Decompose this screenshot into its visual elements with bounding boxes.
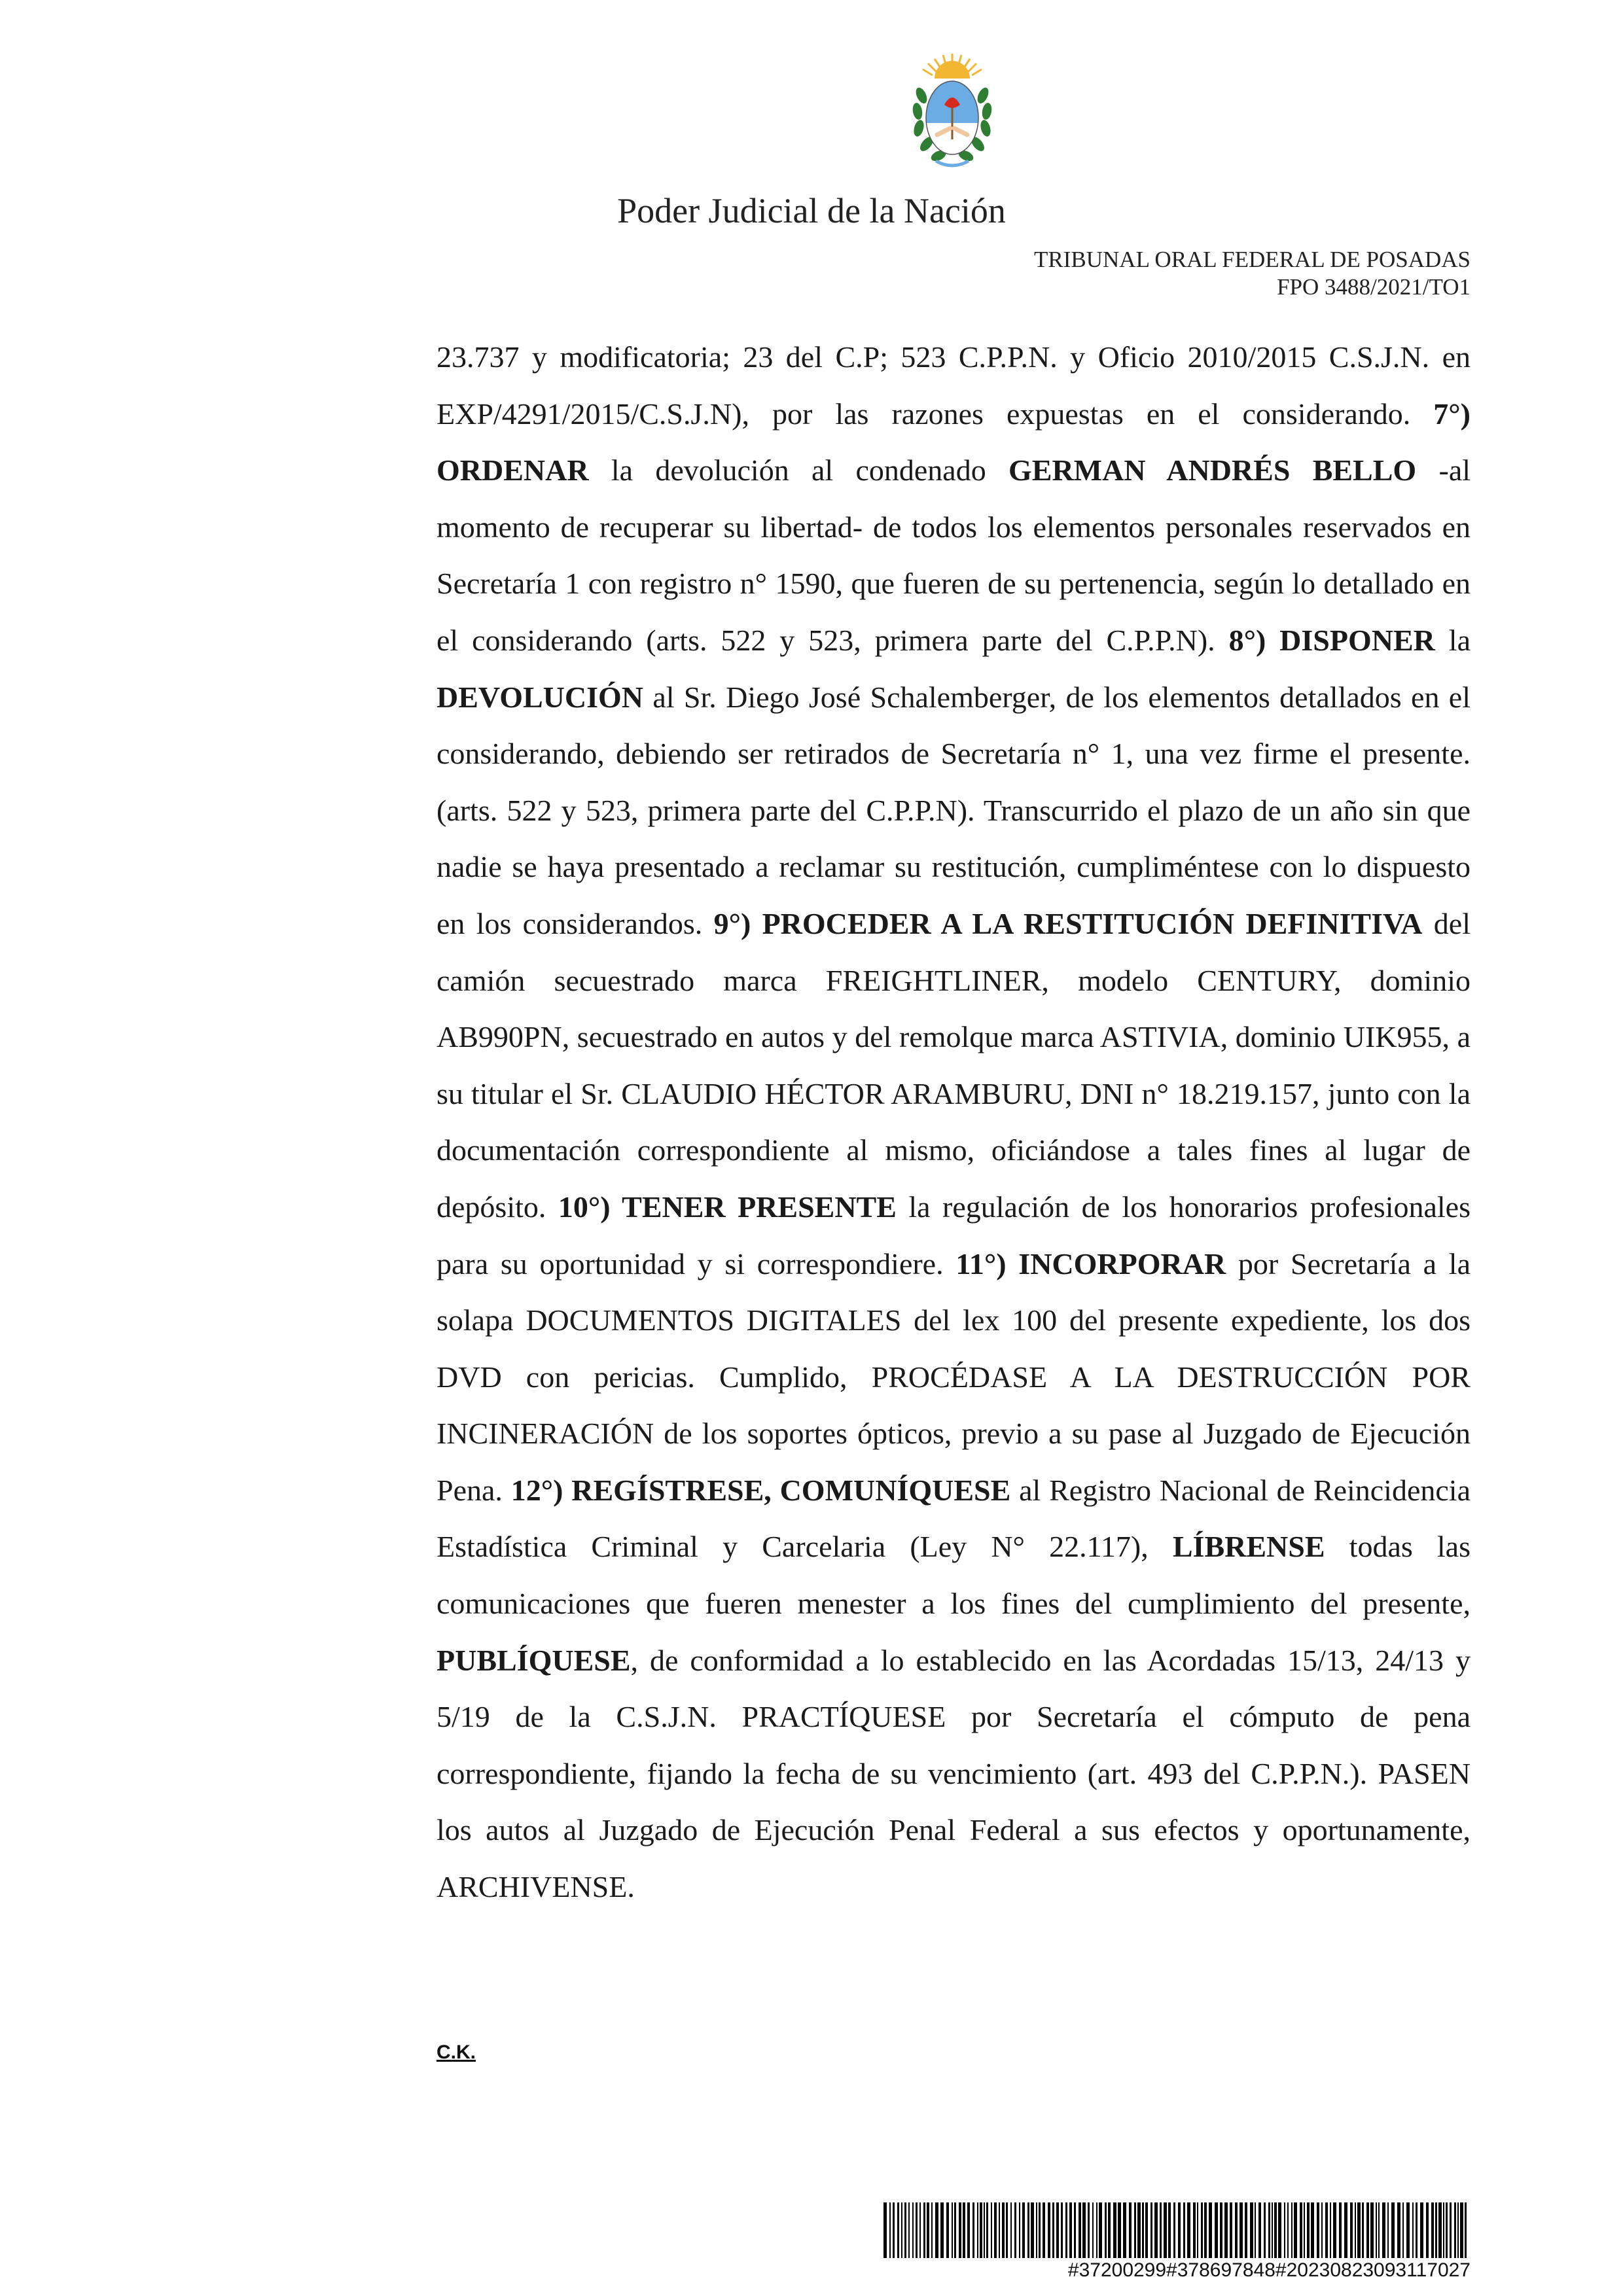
bold-segment: 12°) REGÍSTRESE, COMUNÍQUESE bbox=[510, 1473, 1011, 1507]
text-segment: todas las comunicaciones que fueren menester a los fines del cumplimiento del presente, bbox=[437, 1530, 1471, 1621]
tribunal-header bbox=[1034, 246, 1471, 301]
text-segment: por Secretaría a la solapa DOCUMENTOS DIGITALES del lex 100 del presente expediente, los dos DVD con pericias. Cumplido, PROCÉDASE A LA DESTRUCCIÓN POR INCINERACIÓN de los soportes ópticos, previo a su pase al Juzgado de Ejecución Pena. bbox=[437, 1246, 1471, 1507]
case-number: FPO 3488/2021/TO1 bbox=[1277, 274, 1471, 300]
bold-segment: 10°) TENER PRESENTE bbox=[558, 1190, 897, 1224]
court-title: Poder Judicial de la Nación bbox=[617, 191, 1006, 230]
bold-segment: 7°) ORDENAR bbox=[437, 397, 1471, 487]
bold-segment: GERMAN ANDRÉS BELLO bbox=[1008, 453, 1417, 487]
bold-segment: LÍBRENSE bbox=[1172, 1530, 1325, 1564]
shield-icon bbox=[926, 81, 978, 154]
sun-icon bbox=[923, 54, 982, 79]
tribunal-name: TRIBUNAL ORAL FEDERAL DE POSADAS bbox=[1034, 247, 1471, 272]
resolution-text bbox=[437, 329, 1471, 1916]
barcode-number: #37200299#378697848#20230823093117027 bbox=[1067, 2259, 1471, 2281]
coat-of-arms-seal bbox=[903, 51, 1001, 175]
text-segment: al Registro Nacional de Reincidencia Estadística Criminal y Carcelaria (Ley N° 22.117), bbox=[437, 1473, 1471, 1564]
text-segment: la regulación de los honorarios profesionales para su oportunidad y si correspondiere. bbox=[437, 1190, 1471, 1280]
text-segment: 23.737 y modificatoria; 23 del C.P; 523 C.P.P.N. y Oficio 2010/2015 C.S.J.N. en EXP/4291/2015/C.S.J.N), por las razones expuestas en el considerando. bbox=[437, 340, 1471, 431]
text-segment: del camión secuestrado marca FREIGHTLINER, modelo CENTURY, dominio AB990PN, secuestrado en autos y del remolque marca ASTIVIA, dominio UIK955, a su titular el Sr. CLAUDIO HÉCTOR ARAMBURU, DNI n° 18.219.157, junto con la documentación correspondiente al mismo, oficiándose a tales fines al lugar de depósito. bbox=[437, 906, 1471, 1224]
text-segment: la devolución al condenado bbox=[588, 453, 1008, 487]
bold-segment: PUBLÍQUESE bbox=[437, 1643, 631, 1677]
bold-segment: 9°) PROCEDER A LA RESTITUCIÓN DEFINITIVA bbox=[713, 906, 1423, 940]
bold-segment: DEVOLUCIÓN bbox=[437, 680, 644, 714]
text-segment: -al momento de recuperar su libertad- de todos los elementos personales reservados en Secretaría 1 con registro n° 1590, que fueren de su pertenencia, según lo detallado en el considerando (arts. 522 y 523, primera parte del C.P.P.N). bbox=[437, 453, 1471, 657]
text-segment: , de conformidad a lo establecido en las Acordadas 15/13, 24/13 y 5/19 de la C.S.J.N. PRACTÍQUESE por Secretaría el cómputo de pena correspondiente, fijando la fecha de su vencimiento (art. 493 del C.P.P.N.). PASEN los autos al Juzgado de Ejecución Penal Federal a sus efectos y oportunamente, ARCHIVENSE. bbox=[437, 1643, 1471, 1904]
text-segment: al Sr. Diego José Schalemberger, de los elementos detallados en el considerando, debiendo ser retirados de Secretaría n° 1, una vez firme el presente. (arts. 522 y 523, primera parte del C.P.P.N). Transcurrido el plazo de un año sin que nadie se haya presentado a reclamar su restitución, cumpliméntese con lo dispuesto en los considerandos. bbox=[437, 680, 1471, 940]
barcode-icon bbox=[883, 2202, 1471, 2258]
bold-segment: 11°) INCORPORAR bbox=[955, 1246, 1226, 1280]
text-segment: la bbox=[1435, 623, 1471, 657]
bold-segment: 8°) DISPONER bbox=[1228, 623, 1435, 657]
author-initials: C.K. bbox=[437, 2041, 476, 2063]
